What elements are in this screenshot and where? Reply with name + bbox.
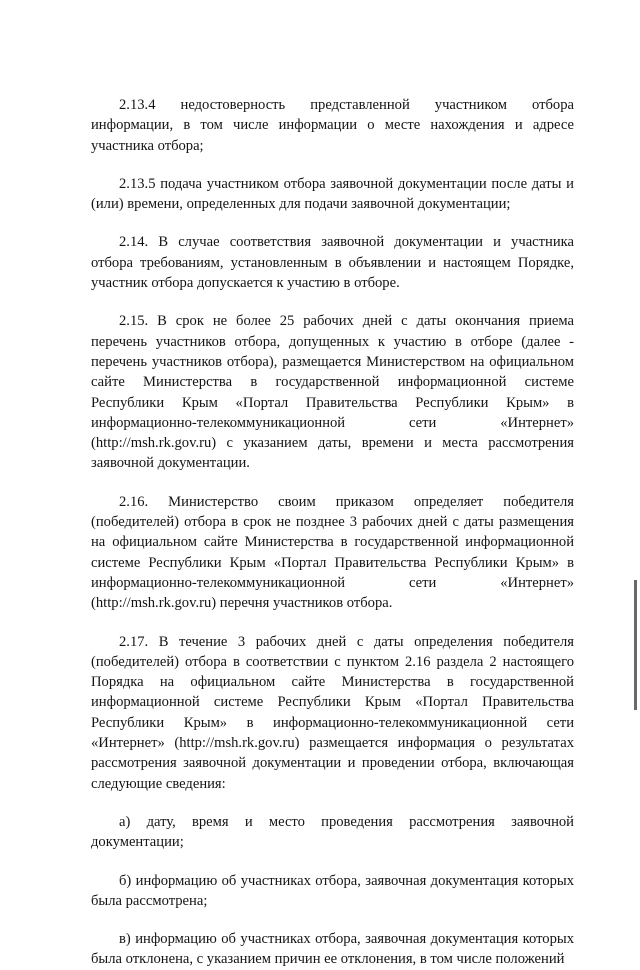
list-item-a: а) дату, время и место проведения рассмотрения заявочной документации; xyxy=(91,813,574,851)
list-item-b: б) информацию об участниках отбора, заявочная документация которых была рассмотрена; xyxy=(91,872,574,909)
scan-edge-mark xyxy=(634,580,637,710)
list-item-v: в) информацию об участниках отбора, заявочная документация которых была отклонена, с указанием причин ее отклонения, в том числе положений xyxy=(91,931,574,968)
paragraph-2-13-4: 2.13.4 недостоверность представленной участником отбора информации, в том числе информации о месте нахождения и адресе участника отбора; xyxy=(91,97,574,154)
paragraph-2-15: 2.15. В срок не более 25 рабочих дней с даты окончания приема перечень участников отбора, допущенных к участию в отборе (далее - перечень участников отбора), размещается Министерством на официальном сайте Министерства в государственной информационной системе Республики Крым «Портал Правительства Республики Крым» в информационно-телекоммуникационной сети «Интернет» (http://msh.rk.gov.ru) с указанием даты, времени и места рассмотрения заявочной документации. xyxy=(91,313,574,472)
paragraph-2-17: 2.17. В течение 3 рабочих дней с даты определения победителя (победителей) отбора в соответствии с пунктом 2.16 раздела 2 настоящего Порядка на официальном сайте Министерства в государственной информационной системе Республики Крым «Портал Правительства Республики Крым» в информационно-телекоммуникационной сети «Интернет» (http://msh.rk.gov.ru) размещается информация о результатах рассмотрения заявочной документации и проведении отбора, включающая следующие сведения: xyxy=(91,633,574,792)
paragraph-2-13-5: 2.13.5 подача участником отбора заявочной документации после даты и (или) времени, определенных для подачи заявочной документации; xyxy=(91,175,574,213)
paragraph-2-16: 2.16. Министерство своим приказом определяет победителя (победителей) отбора в срок не позднее 3 рабочих дней с даты размещения на официальном сайте Министерства в государственной информационной системе Республики Крым «Портал Правительства Республики Крым» в информационно-телекоммуникационной сети «Интернет» (http://msh.rk.gov.ru) перечня участников отбора. xyxy=(91,493,574,612)
paragraph-2-14: 2.14. В случае соответствия заявочной документации и участника отбора требованиям, установленным в объявлении и настоящем Порядке, участник отбора допускается к участию в отборе. xyxy=(91,234,574,292)
document-body xyxy=(91,95,574,970)
